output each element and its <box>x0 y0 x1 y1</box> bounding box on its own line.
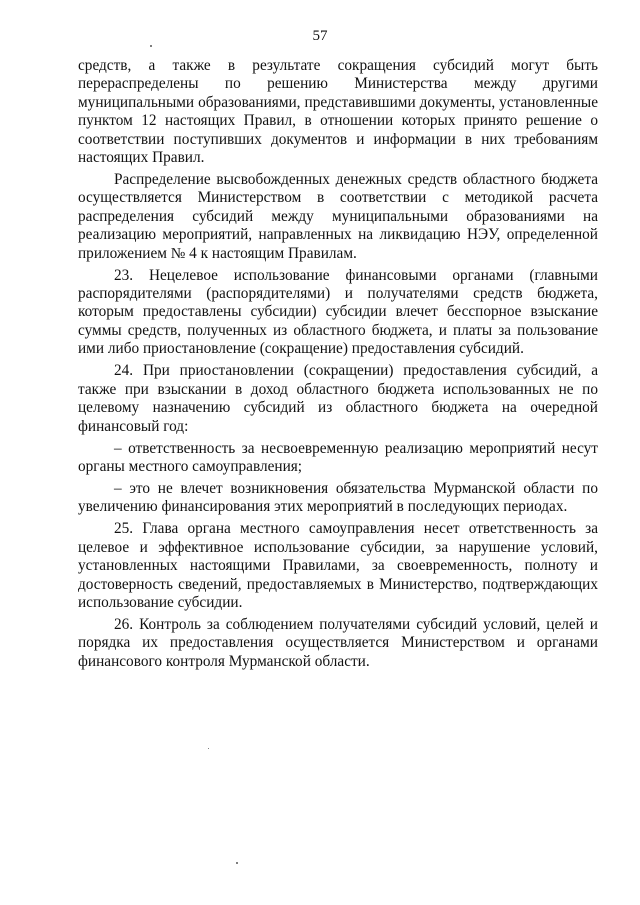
list-item-obligation: – это не влечет возникновения обязательства Мурманской области по увеличению финансирования этих мероприятий в последующих периодах. <box>78 479 598 516</box>
scan-speck <box>208 748 209 749</box>
scan-speck <box>236 862 238 864</box>
document-body <box>78 57 598 675</box>
paragraph-redistribution: Распределение высвобожденных денежных средств областного бюджета осуществляется Министерством в соответствии с методикой расчета распределения субсидий между муниципальными образованиями на реализацию мероприятий, направленных на ликвидацию НЭУ, определенной приложением № 4 к настоящим Правилам. <box>78 171 598 262</box>
paragraph-23: 23. Нецелевое использование финансовыми органами (главными распорядителями (распорядителями) и получателями средств бюджета, которым предоставлены субсидии) субсидии влечет бесспорное взыскание суммы средств, полученных из областного бюджета, и платы за пользование ими либо приостановление (сокращение) предоставления субсидий. <box>78 266 598 358</box>
scan-speck <box>150 45 152 47</box>
paragraph-26: 26. Контроль за соблюдением получателями субсидий условий, целей и порядка их предоставления осуществляется Министерством и органами финансового контроля Мурманской области. <box>78 615 598 670</box>
paragraph-25: 25. Глава органа местного самоуправления несет ответственность за целевое и эффективное использование субсидии, за нарушение условий, установленных настоящими Правилами, за своевременность, полноту и достоверность сведений, предоставляемых в Министерство, подтверждающих использование субсидии. <box>78 520 598 611</box>
page-number: 57 <box>312 28 328 44</box>
paragraph-continuation: средств, а также в результате сокращения субсидий могут быть перераспределены по решению Министерства между другими муниципальными образованиями, представившими документы, установленные пунктом 12 настоящих Правил, в отношении которых принято решение о соответствии поступивших документов и информации в них требованиям настоящих Правил. <box>78 57 598 167</box>
paragraph-24: 24. При приостановлении (сокращении) предоставления субсидий, а также при взыскании в доход областного бюджета использованных не по целевому назначению субсидий из областного бюджета на очередной финансовый год: <box>78 362 598 435</box>
list-item-responsibility: – ответственность за несвоевременную реализацию мероприятий несут органы местного самоуправления; <box>78 439 598 475</box>
